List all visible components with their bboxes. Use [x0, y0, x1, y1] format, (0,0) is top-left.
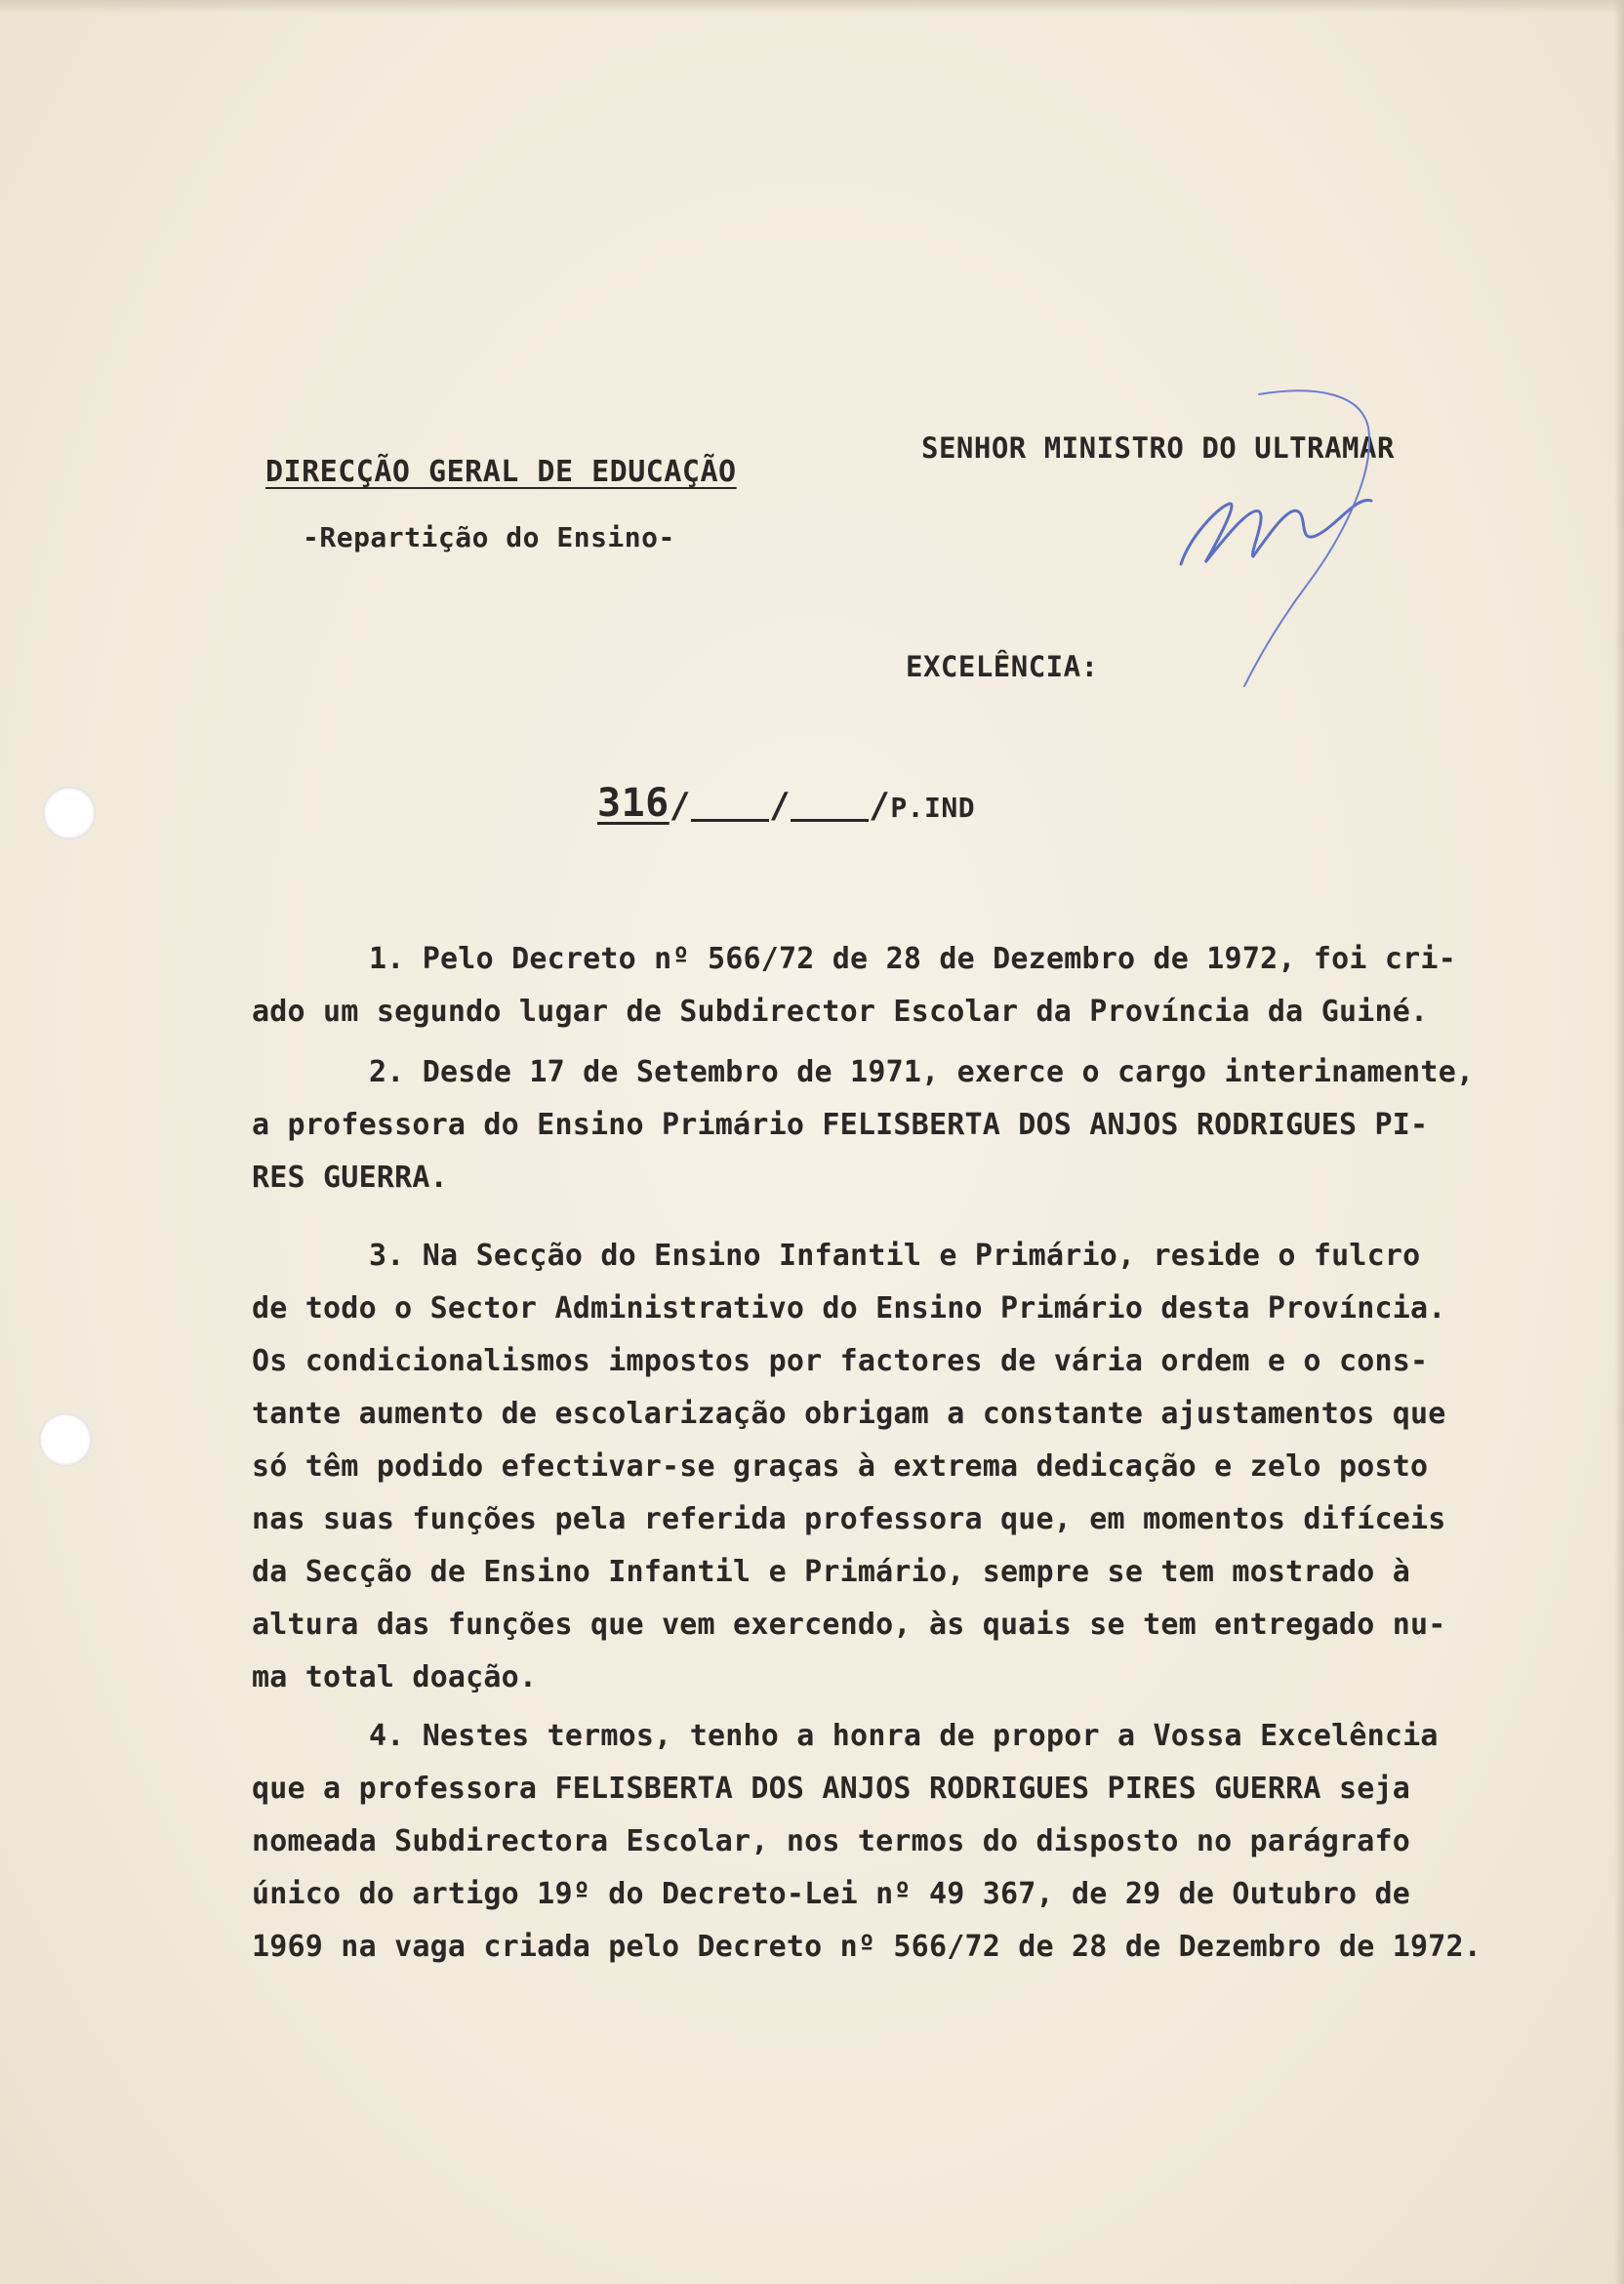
punch-hole-bottom [39, 1413, 92, 1466]
paragraph-line: único do artigo 19º do Decreto-Lei nº 49 367, de 29 de Outubro de [252, 1877, 1410, 1911]
reference-blank-1 [691, 819, 769, 822]
reference-separator: / [869, 786, 891, 826]
reference-separator: / [768, 786, 792, 826]
paragraph-line: de todo o Sector Administrativo do Ensino Primário desta Província. [252, 1291, 1446, 1326]
paragraph-line: ado um segundo lugar de Subdirector Escolar da Província da Guiné. [252, 995, 1429, 1029]
paragraph-line: 4. Nestes termos, tenho a honra de propor a Vossa Excelência [369, 1719, 1439, 1753]
salutation: EXCELÊNCIA: [906, 650, 1099, 683]
paragraph-2 [252, 1046, 1560, 1204]
paragraph-line: 3. Na Secção do Ensino Infantil e Primário, reside o fulcro [369, 1239, 1421, 1273]
paragraph-line: que a professora FELISBERTA DOS ANJOS RODRIGUES PIRES GUERRA seja [252, 1772, 1410, 1806]
paragraph-line: nas suas funções pela referida professora que, em momentos difíceis [252, 1502, 1446, 1536]
department-heading: DIRECÇÃO GERAL DE EDUCAÇÃO [265, 455, 737, 489]
paragraph-line: tante aumento de escolarização obrigam a constante ajustamentos que [252, 1397, 1446, 1431]
paragraph-line: altura das funções que vem exercendo, às quais se tem entregado nu- [252, 1608, 1446, 1642]
reference-separator: / [669, 786, 691, 826]
paragraph-line: só têm podido efectivar-se graças à extrema dedicação e zelo posto [252, 1449, 1429, 1484]
paper-edge-top [0, 0, 1624, 14]
paragraph-1 [252, 933, 1560, 1039]
recipient-line: SENHOR MINISTRO DO ULTRAMAR [921, 431, 1395, 465]
paragraph-line: RES GUERRA. [252, 1161, 448, 1195]
paragraph-line: da Secção de Ensino Infantil e Primário, sempre se tem mostrado à [252, 1555, 1410, 1589]
paragraph-line: ma total doação. [252, 1660, 538, 1694]
paragraph-3 [252, 1230, 1560, 1704]
handwritten-signature-icon [1152, 388, 1522, 759]
reference-number-value: 316 [597, 781, 670, 826]
reference-blank-2 [791, 819, 869, 822]
paragraph-line: Os condicionalismos impostos por factores de vária ordem e o cons- [252, 1344, 1429, 1378]
paragraph-line: a professora do Ensino Primário FELISBERTA DOS ANJOS RODRIGUES PI- [252, 1108, 1429, 1142]
reference-suffix: P.IND [890, 792, 976, 824]
paragraph-4 [252, 1710, 1560, 1974]
paragraph-line: 2. Desde 17 de Setembro de 1971, exerce o cargo interinamente, [369, 1055, 1475, 1089]
section-subheading: -Repartição do Ensino- [303, 521, 675, 553]
paper-edge-right [1614, 0, 1624, 2284]
punch-hole-top [43, 787, 96, 839]
reference-number [597, 781, 975, 826]
paragraph-line: 1969 na vaga criada pelo Decreto nº 566/72 de 28 de Dezembro de 1972. [252, 1930, 1482, 1964]
paragraph-line: nomeada Subdirectora Escolar, nos termos do disposto no parágrafo [252, 1824, 1410, 1858]
paragraph-line: 1. Pelo Decreto nº 566/72 de 28 de Dezembro de 1972, foi cri- [369, 942, 1456, 976]
